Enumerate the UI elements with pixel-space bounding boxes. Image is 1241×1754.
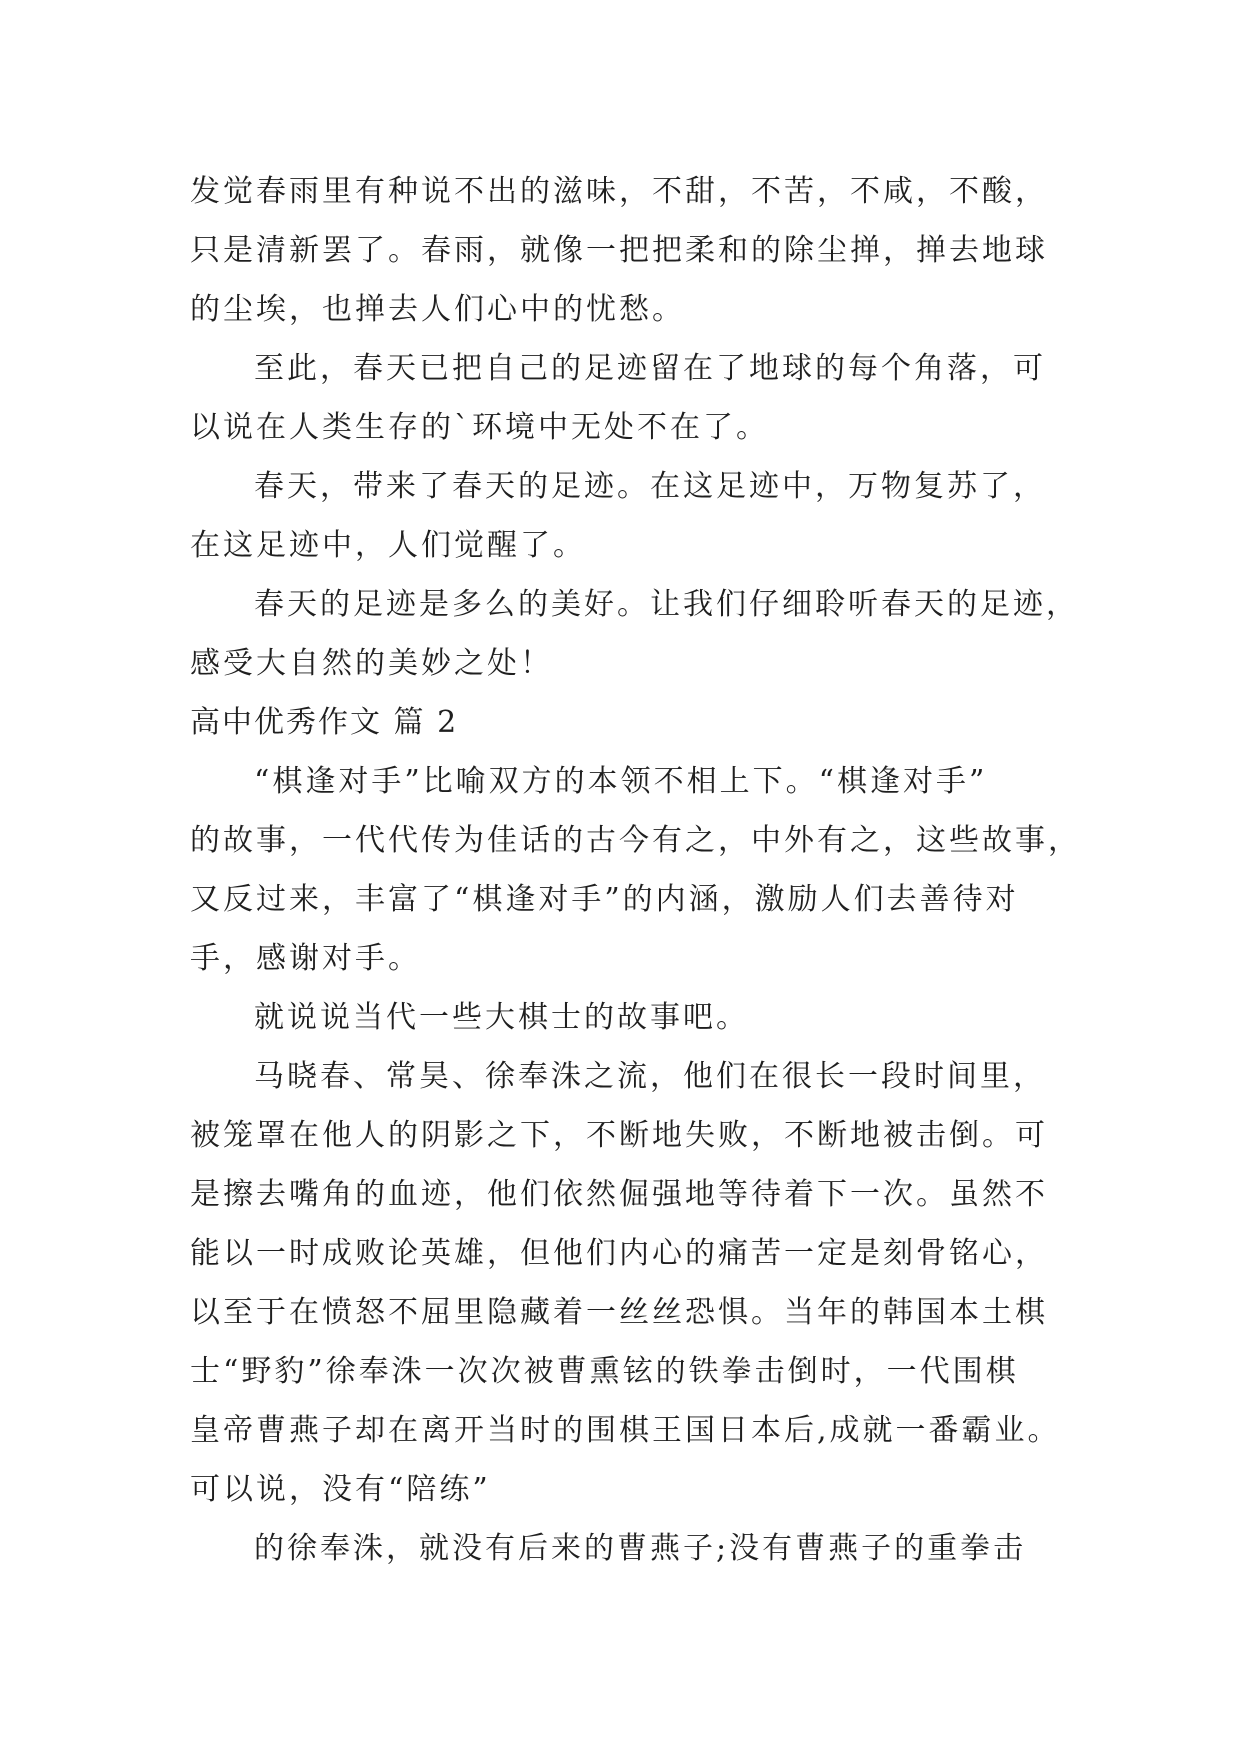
text-line: 是擦去嘴角的血迹，他们依然倔强地等待着下一次。虽然不 <box>190 1177 1048 1212</box>
text-line: 被笼罩在他人的阴影之下，不断地失败，不断地被击倒。可 <box>190 1118 1048 1153</box>
text-line: 春天的足迹是多么的美好。让我们仔细聆听春天的足迹， <box>254 587 1079 622</box>
text-line: 就说说当代一些大棋士的故事吧。 <box>254 1000 749 1035</box>
text-line: 的徐奉洙，就没有后来的曹燕子;没有曹燕子的重拳击 <box>254 1531 1027 1566</box>
document-body <box>190 162 1081 1578</box>
text-line: 的尘埃，也掸去人们心中的忧愁。 <box>190 292 685 327</box>
text-line: 皇帝曹燕子却在离开当时的围棋王国日本后,成就一番霸业。 <box>190 1413 1061 1448</box>
text-line: 在这足迹中，人们觉醒了。 <box>190 528 586 563</box>
text-line: 至此，春天已把自己的足迹留在了地球的每个角落，可 <box>254 351 1046 386</box>
text-line: 以至于在愤怒不屈里隐藏着一丝丝恐惧。当年的韩国本土棋 <box>190 1295 1048 1330</box>
text-line: 感受大自然的美妙之处！ <box>190 646 553 681</box>
text-line: 只是清新罢了。春雨，就像一把把柔和的除尘掸，掸去地球 <box>190 233 1048 268</box>
text-line: 以说在人类生存的`环境中无处不在了。 <box>190 410 769 445</box>
text-line: 的故事，一代代传为佳话的古今有之，中外有之，这些故事， <box>190 823 1081 858</box>
section-heading: 高中优秀作文 篇 2 <box>190 705 459 740</box>
text-line: 又反过来，丰富了“棋逢对手”的内涵，激励人们去善待对 <box>190 882 1019 917</box>
text-line: “棋逢对手”比喻双方的本领不相上下。“棋逢对手” <box>254 764 988 799</box>
text-line: 可以说，没有“陪练” <box>190 1472 491 1507</box>
text-line: 马晓春、常昊、徐奉洙之流，他们在很长一段时间里， <box>254 1059 1046 1094</box>
text-line: 发觉春雨里有种说不出的滋味，不甜，不苦，不咸，不酸， <box>190 174 1048 209</box>
text-line: 春天，带来了春天的足迹。在这足迹中，万物复苏了， <box>254 469 1046 504</box>
text-line: 士“野豹”徐奉洙一次次被曹熏铉的铁拳击倒时，一代围棋 <box>190 1354 1019 1389</box>
text-line: 手，感谢对手。 <box>190 941 421 976</box>
text-line: 能以一时成败论英雄，但他们内心的痛苦一定是刻骨铭心， <box>190 1236 1048 1271</box>
